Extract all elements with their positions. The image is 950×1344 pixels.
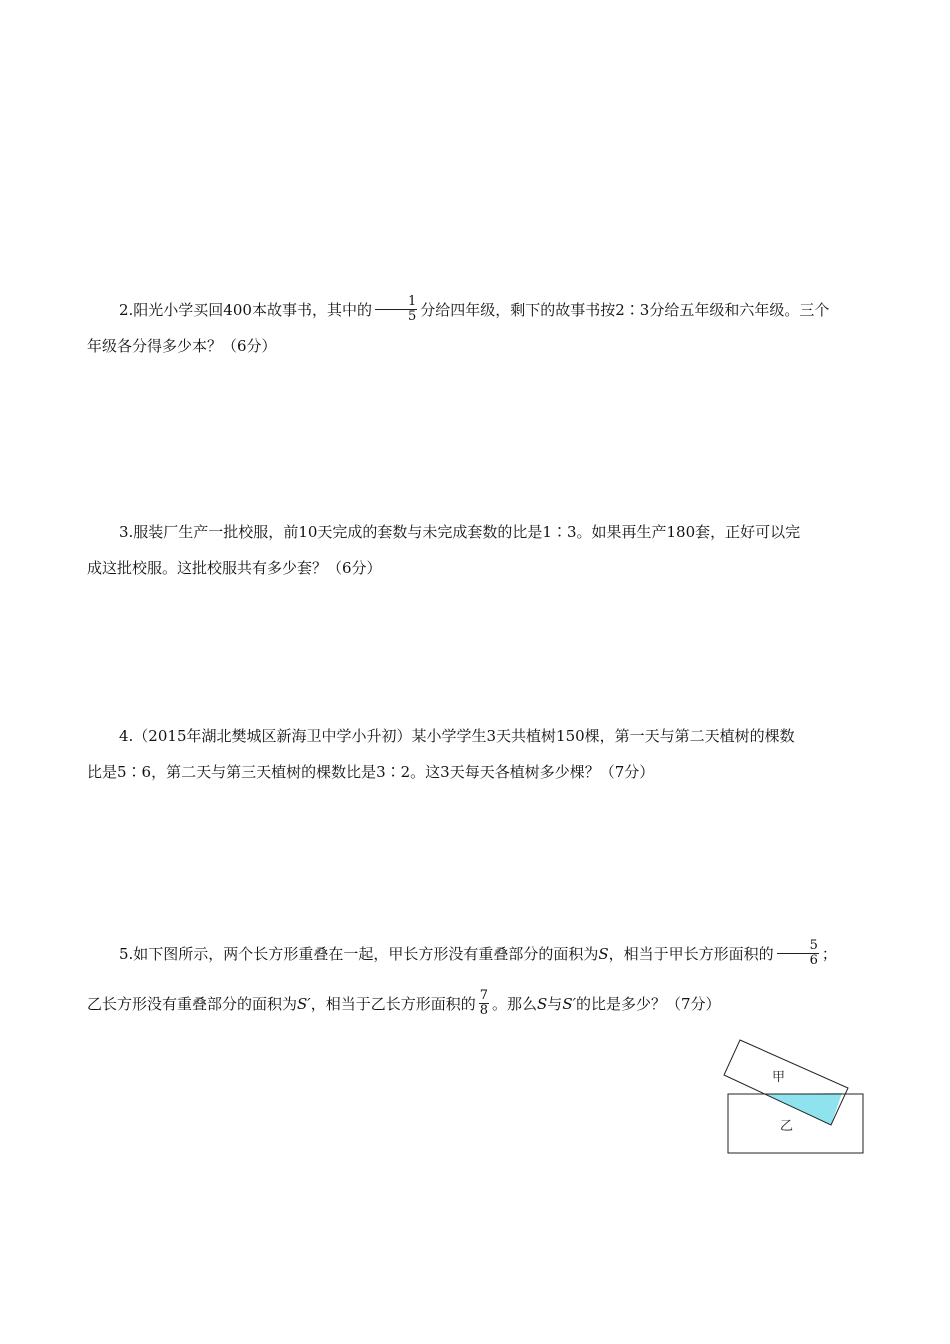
fraction-denominator: 6 (809, 952, 818, 968)
problem-5-text-h: 的比是多少？（7分） (576, 995, 721, 1013)
problem-2-line-2: 年级各分得多少本？（6分） (87, 337, 277, 355)
problem-2-text-b: 分给四年级，剩下的故事书按2∶3分给五年级和六年级。三个 (420, 301, 830, 319)
problem-4-line-2: 比是5∶6，第二天与第三天植树的棵数比是3∶2。这3天每天各植树多少棵？（7分） (87, 763, 655, 781)
variable-s-prime: S′ (562, 995, 576, 1013)
fraction-five-sixths (777, 939, 819, 968)
problem-5-line-1 (87, 934, 867, 974)
problem-3-line-1: 3.服装厂生产一批校服，前10天完成的套数与未完成套数的比是1∶3。如果再生产180套，正好可以完 (119, 523, 801, 541)
problem-4-line-1: 4.（2015年湖北樊城区新海卫中学小升初）某小学学生3天共植树150棵，第一天与第二天植树的棵数 (119, 727, 795, 745)
overlap-region (763, 1093, 842, 1125)
label-jia: 甲 (772, 1070, 786, 1085)
problem-4 (87, 718, 867, 790)
fraction-seven-eighths (479, 989, 489, 1018)
problem-5-text-a: 5.如下图所示，两个长方形重叠在一起，甲长方形没有重叠部分的面积为 (119, 945, 599, 963)
fraction-numerator: 5 (777, 939, 819, 954)
problem-2-text-a: 2.阳光小学买回400本故事书，其中的 (119, 301, 372, 319)
problem-2 (87, 292, 867, 364)
fraction-one-fifth (375, 295, 417, 324)
problem-5-text-d: 乙长方形没有重叠部分的面积为 (87, 995, 298, 1013)
problem-2-line-1 (87, 292, 867, 328)
rectangles-diagram (720, 1035, 870, 1160)
problem-5-text-f: 。那么 (492, 995, 538, 1013)
fraction-denominator: 8 (479, 1002, 488, 1018)
problem-5 (87, 934, 867, 1024)
problem-5-text-g: 与 (547, 995, 563, 1013)
problem-5-line-2 (87, 984, 867, 1024)
variable-s: S (598, 945, 609, 963)
variable-s: S (537, 995, 548, 1013)
problem-5-text-b: ，相当于甲长方形面积的 (608, 945, 774, 963)
variable-s-prime: S′ (297, 995, 311, 1013)
overlapping-rectangles-figure (720, 1035, 870, 1160)
problem-5-text-e: ，相当于乙长方形面积的 (310, 995, 476, 1013)
problem-3-line-2: 成这批校服。这批校服共有多少套？（6分） (87, 559, 382, 577)
label-yi: 乙 (780, 1119, 794, 1134)
fraction-numerator: 1 (375, 295, 417, 310)
fraction-numerator: 7 (479, 987, 488, 1003)
fraction-denominator: 5 (407, 308, 417, 324)
problem-3 (87, 514, 867, 586)
problem-5-text-c: ； (821, 945, 837, 963)
